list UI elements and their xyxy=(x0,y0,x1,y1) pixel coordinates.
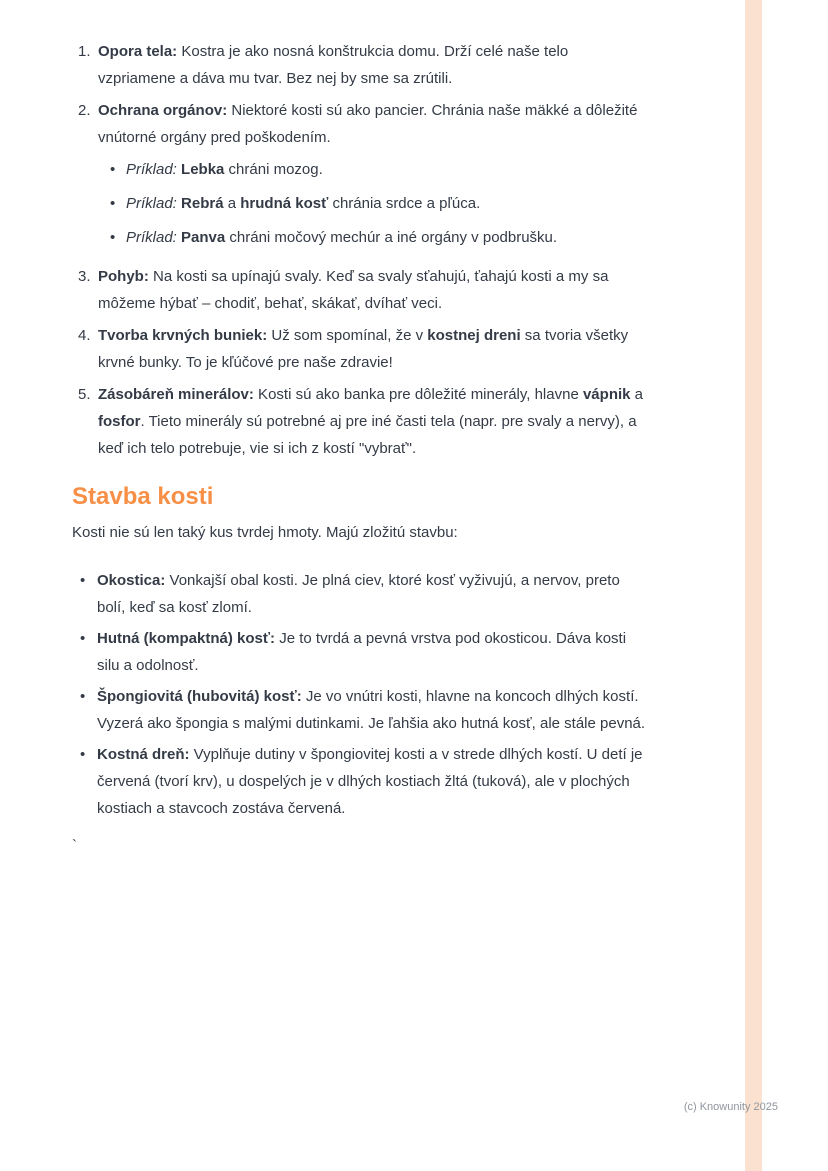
list-item xyxy=(78,97,647,258)
section-heading: Stavba kosti xyxy=(72,483,214,510)
list-item-text: Okostica: Vonkajší obal kosti. Je plná ciev, ktoré kosť vyživujú, a nervov, preto bolí, keď sa kosť zlomí. xyxy=(97,572,620,616)
stray-character: ` xyxy=(72,837,77,854)
bone-structure-list xyxy=(72,567,647,822)
example-text: Príklad: Lebka chráni mozog. xyxy=(126,161,323,178)
example-text: Príklad: Rebrá a hrudná kosť chránia srdce a pľúca. xyxy=(126,195,481,212)
bullet-icon xyxy=(110,156,126,183)
list-number: 5. xyxy=(78,386,91,403)
list-number: 4. xyxy=(78,327,91,344)
list-item xyxy=(78,263,647,317)
bullet-icon xyxy=(80,567,97,621)
list-number: 3. xyxy=(78,268,91,285)
example-item xyxy=(110,224,647,251)
list-item-text: Kostná dreň: Vyplňuje dutiny v špongiovitej kosti a v strede dlhých kostí. U detí je červená (tvorí krv), u dospelých je v dlhých kostiach žltá (tuková), ale v plochých kostiach a stavcoch zostáva červená. xyxy=(97,746,643,817)
bullet-icon xyxy=(80,625,97,679)
list-item xyxy=(80,567,647,621)
list-item-text: Pohyb: Na kosti sa upínajú svaly. Keď sa svaly sťahujú, ťahajú kosti a my sa môžeme hýbať – chodiť, behať, skákať, dvíhať veci. xyxy=(98,268,609,312)
example-item xyxy=(110,190,647,217)
document-content xyxy=(72,38,647,859)
list-item-text: Tvorba krvných buniek: Už som spomínal, že v kostnej dreni sa tvoria všetky krvné bunky. To je kľúčové pre naše zdravie! xyxy=(98,327,629,371)
list-item xyxy=(80,683,647,737)
example-item xyxy=(110,156,647,183)
list-item xyxy=(78,381,647,462)
list-item xyxy=(80,741,647,822)
list-item-text: Špongiovitá (hubovitá) kosť: Je vo vnútri kosti, hlavne na koncoch dlhých kostí. Vyzerá ako špongia s malými dutinkami. Je ľahšia ako hutná kosť, ale stále pevná. xyxy=(97,688,646,732)
list-item xyxy=(78,322,647,376)
list-number: 1. xyxy=(78,43,91,60)
section-intro: Kosti nie sú len taký kus tvrdej hmoty. Majú zložitú stavbu: xyxy=(72,524,458,541)
examples-list xyxy=(110,156,647,251)
list-item xyxy=(80,625,647,679)
footer-credit: (c) Knowunity 2025 xyxy=(683,1101,778,1113)
list-item-text: Ochrana orgánov: Niektoré kosti sú ako pancier. Chránia naše mäkké a dôležité vnútorné orgány pred poškodením. xyxy=(98,102,638,146)
side-stripe xyxy=(745,0,762,1171)
example-text: Príklad: Panva chráni močový mechúr a iné orgány v podbrušku. xyxy=(126,229,558,246)
list-item-text: Opora tela: Kostra je ako nosná konštrukcia domu. Drží celé naše telo vzpriamene a dáva mu tvar. Bez nej by sme sa zrútili. xyxy=(98,43,569,87)
bullet-icon xyxy=(110,224,126,251)
bullet-icon xyxy=(80,683,97,737)
list-item-text: Hutná (kompaktná) kosť: Je to tvrdá a pevná vrstva pod okosticou. Dáva kosti silu a odolnosť. xyxy=(97,630,627,674)
bullet-icon xyxy=(80,741,97,822)
list-number: 2. xyxy=(78,102,91,119)
bullet-icon xyxy=(110,190,126,217)
list-item-text: Zásobáreň minerálov: Kosti sú ako banka pre dôležité minerály, hlavne vápnik a fosfor. Tieto minerály sú potrebné aj pre iné časti tela (napr. pre svaly a nervy), a keď ich telo potrebuje, vie si ich z kostí "vybrať". xyxy=(98,386,644,457)
bone-functions-list xyxy=(72,38,647,462)
list-item xyxy=(78,38,647,92)
